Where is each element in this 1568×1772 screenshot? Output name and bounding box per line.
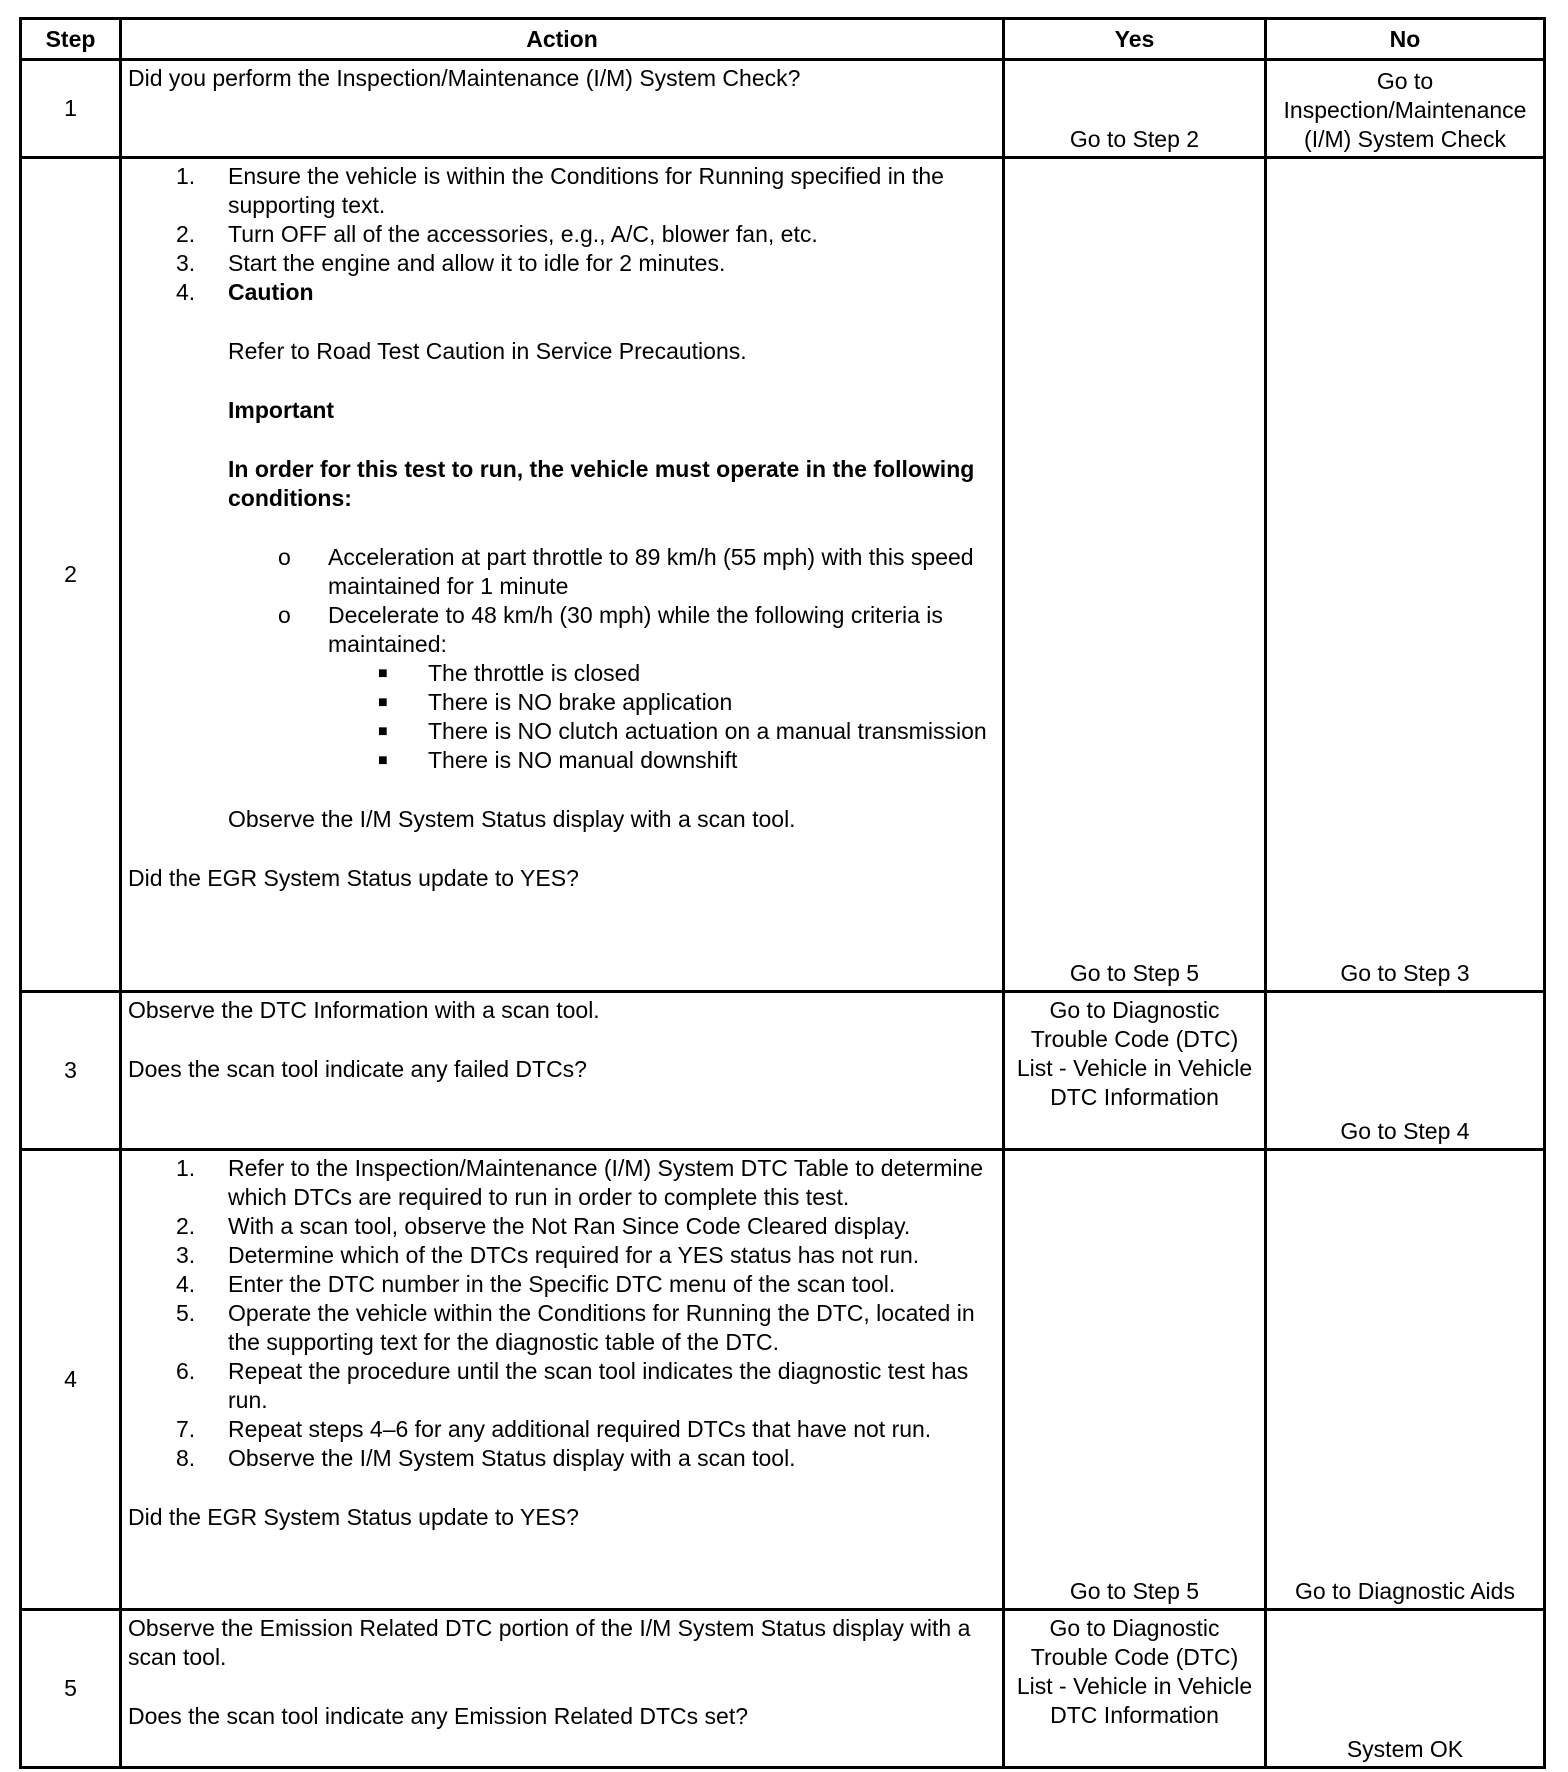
caution-text: Refer to Road Test Caution in Service Precautions.: [228, 338, 747, 364]
list-text: Repeat the procedure until the scan tool indicates the diagnostic test has run.: [228, 1358, 969, 1413]
square-bullet-icon: ■: [378, 752, 388, 769]
list-number: 4.: [176, 279, 196, 305]
no-cell: Go to Step 4: [1266, 992, 1545, 1150]
list-text: Repeat steps 4–6 for any additional required DTCs that have not run.: [228, 1416, 932, 1442]
list-text: Ensure the vehicle is within the Conditions for Running specified in the supporting text.: [228, 163, 944, 218]
action-cell: [121, 1150, 1004, 1610]
criteria-text: There is NO manual downshift: [428, 747, 738, 773]
condition-text: Acceleration at part throttle to 89 km/h (55 mph) with this speed maintained for 1 minute: [328, 544, 974, 599]
list-text: Observe the I/M System Status display with a scan tool.: [228, 1445, 796, 1471]
list-text: Turn OFF all of the accessories, e.g., A/C, blower fan, etc.: [228, 221, 818, 247]
list-number: 2.: [176, 221, 196, 247]
table-row: [21, 1150, 1545, 1610]
criteria-item: [128, 688, 996, 717]
list-text: With a scan tool, observe the Not Ran Since Code Cleared display.: [228, 1213, 911, 1239]
list-item: [128, 1241, 996, 1270]
list-text: Operate the vehicle within the Conditions for Running the DTC, located in the supporting text for the diagnostic table of the DTC.: [228, 1300, 975, 1355]
list-item: [128, 1415, 996, 1444]
list-number: 8.: [176, 1445, 196, 1471]
yes-cell: Go to Step 5: [1004, 1150, 1266, 1610]
no-cell: Go to Step 3: [1266, 158, 1545, 992]
step-number: 2: [21, 158, 121, 992]
criteria-text: The throttle is closed: [428, 660, 641, 686]
list-number: 5.: [176, 1300, 196, 1326]
yes-cell: Go to Step 5: [1004, 158, 1266, 992]
yes-cell: Go to Diagnostic Trouble Code (DTC) List - Vehicle in Vehicle DTC Information: [1004, 1610, 1266, 1768]
list-number: 7.: [176, 1416, 196, 1442]
list-item: [128, 249, 996, 278]
question-text: Does the scan tool indicate any failed DTCs?: [128, 1056, 587, 1082]
list-text: Enter the DTC number in the Specific DTC menu of the scan tool.: [228, 1271, 896, 1297]
list-number: 1.: [176, 163, 196, 189]
no-cell: System OK: [1266, 1610, 1545, 1768]
question-text: Does the scan tool indicate any Emission Related DTCs set?: [128, 1703, 749, 1729]
criteria-item: [128, 746, 996, 775]
list-item: [128, 220, 996, 249]
step-number: 5: [21, 1610, 121, 1768]
list-text: Start the engine and allow it to idle for 2 minutes.: [228, 250, 726, 276]
list-item: [128, 1212, 996, 1241]
important-label: Important: [228, 397, 335, 423]
observe-text: Observe the I/M System Status display with a scan tool.: [228, 806, 796, 832]
list-number: 3.: [176, 250, 196, 276]
condition-item: [128, 601, 996, 659]
action-cell: [121, 158, 1004, 992]
header-action: Action: [121, 19, 1004, 60]
condition-text: Decelerate to 48 km/h (30 mph) while the following criteria is maintained:: [328, 602, 943, 657]
action-cell: [121, 1610, 1004, 1768]
question-text: Did you perform the Inspection/Maintenance (I/M) System Check?: [128, 65, 801, 91]
list-text: Determine which of the DTCs required for a YES status has not run.: [228, 1242, 920, 1268]
square-bullet-icon: ■: [378, 694, 388, 711]
step-number: 1: [21, 60, 121, 158]
header-yes: Yes: [1004, 19, 1266, 60]
caution-label: Caution: [228, 279, 314, 305]
action-cell: [121, 992, 1004, 1150]
list-number: 1.: [176, 1155, 196, 1181]
criteria-item: [128, 659, 996, 688]
step-number: 4: [21, 1150, 121, 1610]
no-cell: Go to Diagnostic Aids: [1266, 1150, 1545, 1610]
table-row: [21, 60, 1545, 158]
bullet-icon: o: [278, 602, 291, 628]
list-item: [128, 1270, 996, 1299]
header-no: No: [1266, 19, 1545, 60]
no-cell: Go to Inspection/Maintenance (I/M) System Check: [1266, 60, 1545, 158]
criteria-text: There is NO brake application: [428, 689, 733, 715]
list-item: [128, 162, 996, 220]
action-cell: [121, 60, 1004, 158]
list-item: [128, 278, 996, 307]
condition-item: [128, 543, 996, 601]
square-bullet-icon: ■: [378, 665, 388, 682]
criteria-text: There is NO clutch actuation on a manual transmission: [428, 718, 987, 744]
list-item: [128, 1444, 996, 1473]
important-text: In order for this test to run, the vehicle must operate in the following conditions:: [228, 456, 975, 511]
question-text: Did the EGR System Status update to YES?: [128, 865, 579, 891]
table-row: [21, 158, 1545, 992]
table-row: [21, 1610, 1545, 1768]
diagnostic-table: [19, 17, 1546, 1769]
table-row: [21, 992, 1545, 1150]
square-bullet-icon: ■: [378, 723, 388, 740]
list-number: 2.: [176, 1213, 196, 1239]
header-row: [21, 19, 1545, 60]
instruction-text: Observe the Emission Related DTC portion of the I/M System Status display with a scan tool.: [128, 1615, 971, 1670]
bullet-icon: o: [278, 544, 291, 570]
header-step: Step: [21, 19, 121, 60]
criteria-item: [128, 717, 996, 746]
list-number: 3.: [176, 1242, 196, 1268]
list-item: [128, 1154, 996, 1212]
list-number: 4.: [176, 1271, 196, 1297]
list-number: 6.: [176, 1358, 196, 1384]
yes-cell: Go to Step 2: [1004, 60, 1266, 158]
instruction-text: Observe the DTC Information with a scan tool.: [128, 997, 600, 1023]
yes-cell: Go to Diagnostic Trouble Code (DTC) List - Vehicle in Vehicle DTC Information: [1004, 992, 1266, 1150]
question-text: Did the EGR System Status update to YES?: [128, 1504, 579, 1530]
list-item: [128, 1299, 996, 1357]
list-item: [128, 1357, 996, 1415]
list-text: Refer to the Inspection/Maintenance (I/M) System DTC Table to determine which DTCs are required to run in order to complete this test.: [228, 1155, 984, 1210]
step-number: 3: [21, 992, 121, 1150]
